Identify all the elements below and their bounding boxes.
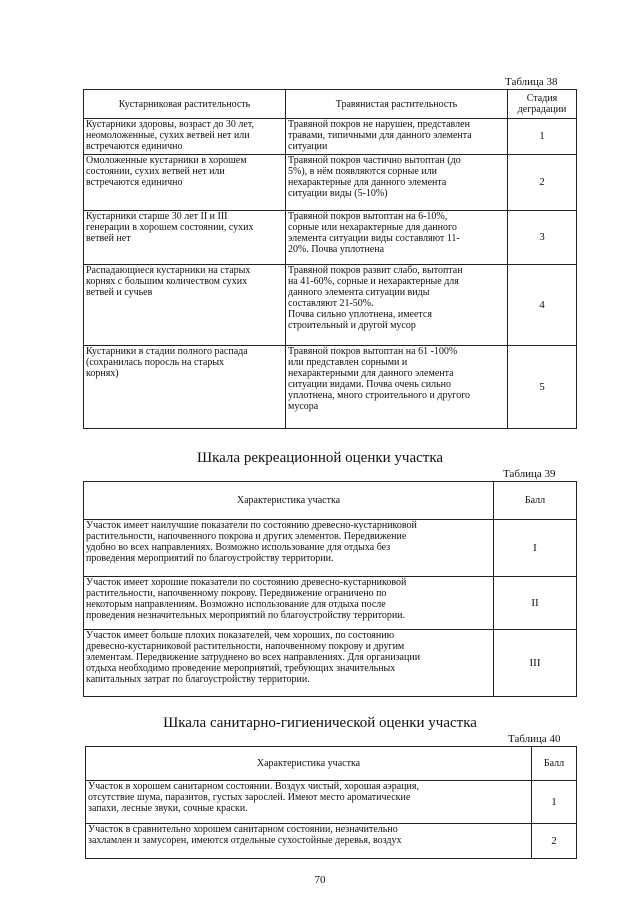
grass-cell: Травяной покров вытоптан на 6-10%, сорные или нехарактерные для данного элемента ситуации виды составляют 11- 20%. Почва уплотнена [286,211,508,265]
table-40 [85,746,577,859]
table-38-header-shrub: Кустарниковая растительность [84,90,286,119]
score-cell: I [494,520,577,577]
stage-cell: 5 [508,346,577,429]
table-38-header-stage: Стадия деградации [508,90,577,119]
shrub-cell: Кустарники старше 30 лет II и III генерации в хорошем состоянии, сухих ветвей нет [84,211,286,265]
table-row [84,630,577,697]
table-row [86,824,577,859]
table-38-header-grass: Травянистая растительность [286,90,508,119]
table-row [84,155,577,211]
shrub-cell: Омоложенные кустарники в хорошем состоянии, сухих ветвей нет или встречаются единично [84,155,286,211]
table-row [84,211,577,265]
shrub-cell: Распадающиеся кустарники на старых корнях с большим количеством сухих ветвей и сучьев [84,265,286,346]
stage-cell: 2 [508,155,577,211]
stage-cell: 4 [508,265,577,346]
table-39-header-score: Балл [494,482,577,520]
stage-cell: 3 [508,211,577,265]
table-38 [83,89,577,429]
grass-cell: Травяной покров развит слабо, вытоптан на 41-60%, сорные и нехарактерные для данного элемента ситуации виды составляют 21-50%. Почва сильно уплотнена, имеется строительный и другой мусор [286,265,508,346]
grass-cell: Травяной покров не нарушен, представлен травами, типичными для данного элемента ситуации [286,119,508,155]
score-cell: 2 [532,824,577,859]
characteristic-cell: Участок имеет больше плохих показателей, чем хороших, по состоянию древесно-кустарниковой растительности, напочвенному покрову и другим элементам. Передвижение затруднено во всех направлениях. Для организации отдыха необходимо проведение мероприятий, требующих значительных капитальных затрат по благоустройству территории. [84,630,494,697]
table-40-caption: Таблица 40 [508,733,561,745]
table-38-header-row [84,90,577,119]
shrub-cell: Кустарники здоровы, возраст до 30 лет, неомоложенные, сухих ветвей нет или встречаются единично [84,119,286,155]
table-row [84,577,577,630]
stage-cell: 1 [508,119,577,155]
table-40-title: Шкала санитарно-гигиенической оценки участка [163,715,477,731]
table-40-header-characteristic: Характеристика участка [86,747,532,781]
table-40-header-score: Балл [532,747,577,781]
table-39-header-characteristic: Характеристика участка [84,482,494,520]
page-number: 70 [314,874,326,886]
characteristic-cell: Участок имеет наилучшие показатели по состоянию древесно-кустарниковой растительности, напочвенного покрова и других элементов. Передвижение удобно во всех направлениях. Возможно использование для отдыха без проведения мероприятий по благоустройству территории. [84,520,494,577]
score-cell: II [494,577,577,630]
table-row [84,265,577,346]
table-39-title: Шкала рекреационной оценки участка [196,450,444,466]
score-cell: III [494,630,577,697]
table-40-header-row [86,747,577,781]
score-cell: 1 [532,781,577,824]
characteristic-cell: Участок в сравнительно хорошем санитарном состоянии, незначительно захламлен и замусорен, имеются отдельные сухостойные деревья, воздух [86,824,532,859]
table-row [84,520,577,577]
table-39-header-row [84,482,577,520]
shrub-cell: Кустарники в стадии полного распада (сохранилась поросль на старых корнях) [84,346,286,429]
grass-cell: Травяной покров частично вытоптан (до 5%), в нём появляются сорные или нехарактерные для данного элемента ситуации виды (5-10%) [286,155,508,211]
table-row [84,346,577,429]
characteristic-cell: Участок в хорошем санитарном состоянии. Воздух чистый, хорошая аэрация, отсутствие шума, паразитов, густых зарослей. Имеют место ароматические запахи, лесные звуки, сочные краски. [86,781,532,824]
table-38-caption: Таблица 38 [505,76,558,88]
table-39-caption: Таблица 39 [503,468,556,480]
table-row [84,119,577,155]
table-39 [83,481,577,697]
characteristic-cell: Участок имеет хорошие показатели по состоянию древесно-кустарниковой растительности, напочвенному покрову. Передвижение ограничено по некоторым направлениям. Возможно использование для отдыха после проведения незначительных мероприятий по благоустройству территории. [84,577,494,630]
table-row [86,781,577,824]
grass-cell: Травяной покров вытоптан на 61 -100% или представлен сорными и нехарактерными для данного элемента ситуации видами. Почва очень сильно уплотнена, много строительного и другого мусора [286,346,508,429]
